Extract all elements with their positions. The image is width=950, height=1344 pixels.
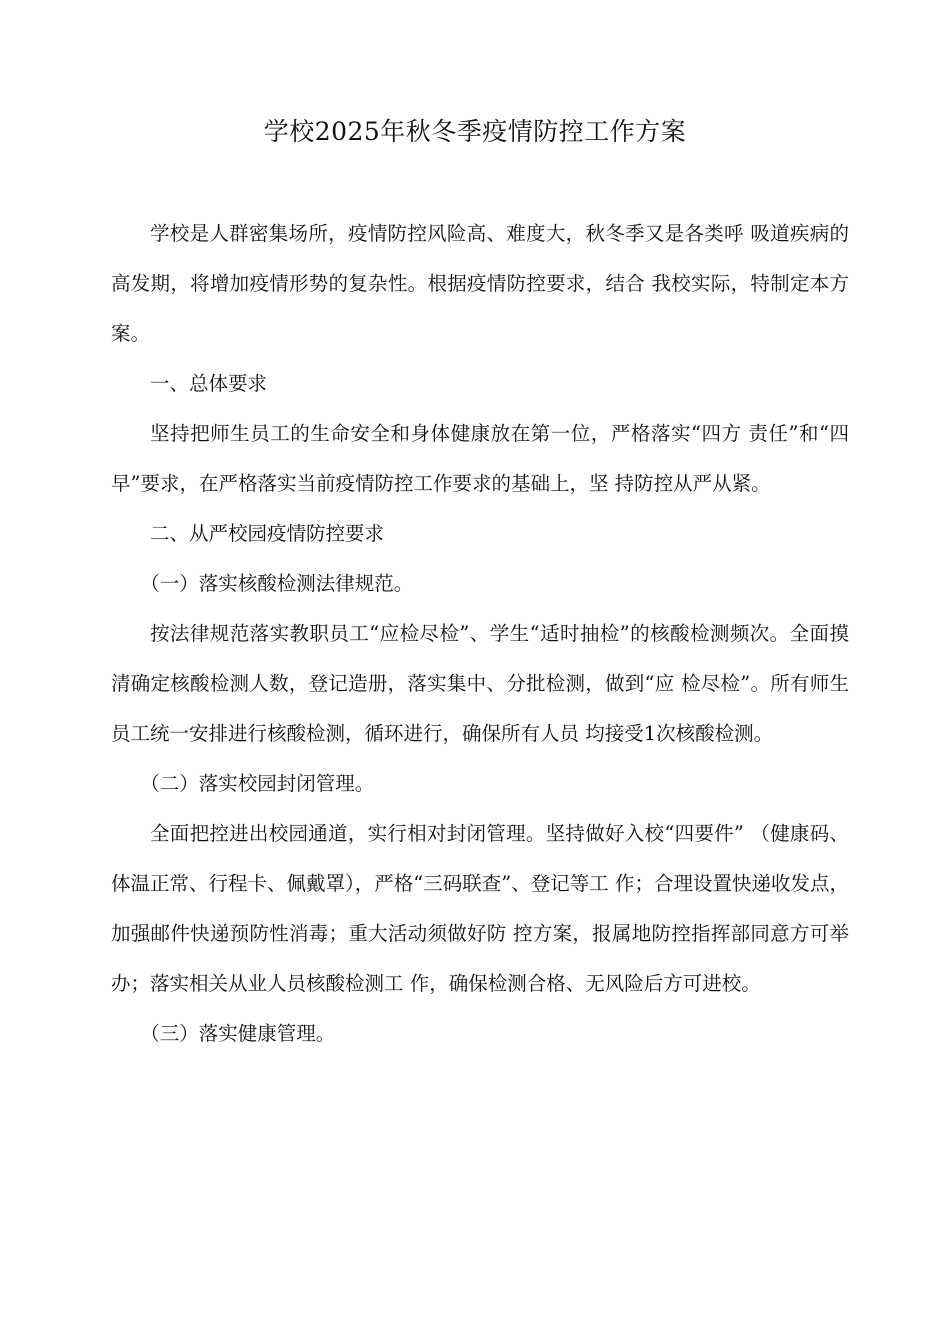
subsection-heading-closed-management: （二）落实校园封闭管理。 <box>140 772 375 795</box>
intro-paragraph: 学校是人群密集场所，疫情防控风险高、难度大，秋冬季又是各类呼 吸道疾病的高发期，将增加疫情形势的复杂性。根据疫情防控要求，结合 我校实际，特制定本方案。 <box>111 222 849 345</box>
document-body <box>111 209 849 1059</box>
section-heading-general-requirements: 一、总体要求 <box>150 372 268 395</box>
closed-management-paragraph: 全面把控进出校园通道，实行相对封闭管理。坚持做好入校“四要件” （健康码、体温正常、行程卡、佩戴罩），严格“三码联查”、登记等工 作；合理设置快递收发点，加强邮件快递预防性消毒；重大活动须做好防 控方案，报属地防控指挥部同意方可举办；落实相关从业人员核酸检测工 作，确保检测合格、无风险后方可进校。 <box>111 822 849 995</box>
subsection-heading-health-management: （三）落实健康管理。 <box>140 1022 336 1045</box>
section-heading-campus-prevention: 二、从严校园疫情防控要求 <box>150 522 385 545</box>
nucleic-testing-paragraph: 按法律规范落实教职员工“应检尽检”、学生“适时抽检”的核酸检测频次。全面摸清确定核酸检测人数，登记造册，落实集中、分批检测，做到“应 检尽检”。所有师生员工统一安排进行核酸检测，循环进行，确保所有人员 均接受1次核酸检测。 <box>111 622 849 745</box>
document-title: 学校2025年秋冬季疫情防控工作方案 <box>263 117 687 146</box>
subsection-heading-nucleic-testing: （一）落实核酸检测法律规范。 <box>140 572 414 595</box>
general-requirements-paragraph: 坚持把师生员工的生命安全和身体健康放在第一位，严格落实“四方 责任”和“四早”要求，在严格落实当前疫情防控工作要求的基础上，坚 持防控从严从紧。 <box>111 422 849 495</box>
